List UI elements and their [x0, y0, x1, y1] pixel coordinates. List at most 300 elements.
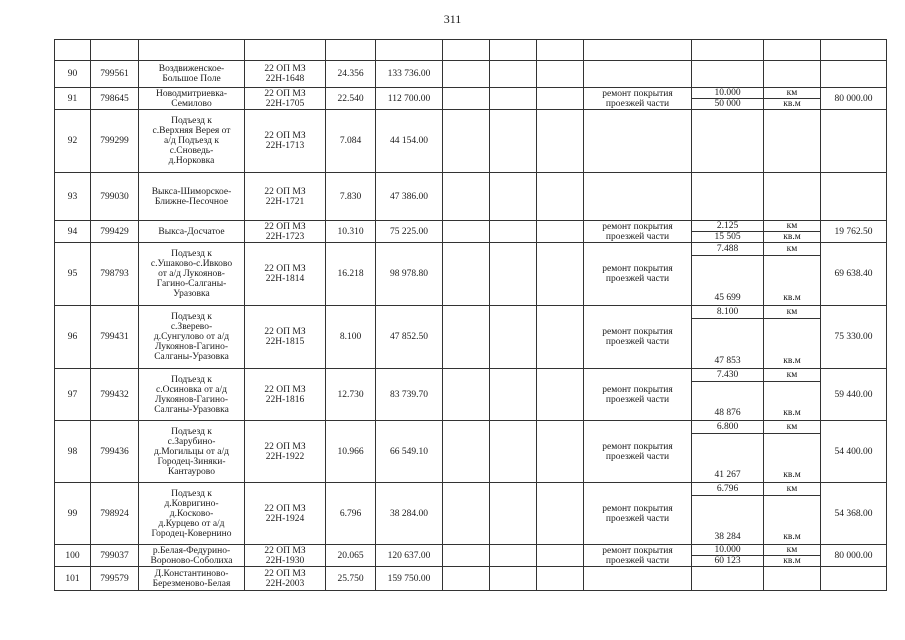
quantity-cell [692, 173, 764, 221]
empty-cell [443, 61, 490, 88]
length-cell: 24.356 [326, 61, 376, 88]
road-id-cell [245, 61, 326, 88]
work-type-cell [584, 243, 692, 306]
unit-cell [764, 243, 821, 306]
quantity-value: 7.430 [716, 370, 739, 380]
road-id-line: 22 ОП МЗ [264, 88, 306, 99]
road-code-cell: 799030 [91, 173, 139, 221]
empty-cell [490, 173, 537, 221]
table-row [55, 243, 887, 306]
road-name-line: с.Сноведь- [169, 146, 214, 156]
length-cell: 6.796 [326, 483, 376, 545]
header-cell [821, 40, 887, 61]
work-type-line: проезжей части [605, 231, 670, 242]
quantity-value: 50 000 [692, 98, 763, 109]
work-type-line: ремонт покрытия [602, 503, 673, 514]
unit-value: кв.м [764, 495, 820, 544]
measure-stack [764, 306, 820, 368]
road-name-line: с.Ушаково-с.Ивково [150, 259, 233, 269]
work-type-line: ремонт покрытия [602, 441, 673, 452]
row-number-cell: 101 [55, 567, 91, 591]
work-type-cell [584, 369, 692, 421]
road-name-line: д.Могильцы от а/д [154, 446, 229, 457]
quantity-value: 41 267 [692, 433, 763, 482]
measure-stack [692, 545, 763, 566]
quantity-cell [692, 483, 764, 545]
empty-cell [490, 306, 537, 369]
empty-cell [537, 483, 584, 545]
empty-cell [537, 306, 584, 369]
road-name-line: Лукоянов-Гагино- [155, 342, 228, 352]
road-name-line: Подъезд к [171, 374, 212, 385]
measure-stack [764, 545, 820, 566]
measure-stack [692, 306, 763, 368]
work-type-line: проезжей части [605, 98, 670, 109]
unit-cell [764, 421, 821, 483]
unit-value: км [786, 307, 798, 317]
road-name-line: д.Сунгулово от а/д [153, 332, 230, 342]
road-name-line: с.Зверево- [170, 322, 213, 332]
road-register-table [54, 39, 887, 591]
header-cell [692, 40, 764, 61]
work-type-cell [584, 545, 692, 567]
work-type-cell [584, 421, 692, 483]
quantity-cell [692, 567, 764, 591]
road-id-cell [245, 243, 326, 306]
empty-cell [490, 61, 537, 88]
unit-value: км [786, 88, 798, 98]
sum-cell [821, 173, 887, 221]
empty-cell [443, 483, 490, 545]
measure-stack [764, 483, 820, 544]
road-id-cell [245, 567, 326, 591]
empty-cell [537, 369, 584, 421]
sum-cell [821, 567, 887, 591]
work-type-cell [584, 88, 692, 110]
table-row [55, 483, 887, 545]
empty-cell [490, 483, 537, 545]
empty-cell [443, 110, 490, 173]
road-name-line: с.Верхняя Верея от [152, 126, 231, 136]
header-cell [91, 40, 139, 61]
road-name-cell [139, 110, 245, 173]
quantity-value: 60 123 [692, 555, 763, 566]
road-id-cell [245, 421, 326, 483]
header-cell [245, 40, 326, 61]
length-cell: 25.750 [326, 567, 376, 591]
work-type-cell [584, 173, 692, 221]
table-row [55, 567, 887, 591]
empty-cell [443, 545, 490, 567]
road-name-line: Подъезд к [171, 426, 212, 437]
empty-cell [537, 221, 584, 243]
measure-stack [692, 421, 763, 482]
row-number-cell: 92 [55, 110, 91, 173]
road-code-cell: 799431 [91, 306, 139, 369]
road-name-line: Воздвиженское- [158, 64, 225, 74]
unit-value: кв.м [764, 231, 820, 242]
unit-value: км [786, 484, 798, 494]
empty-cell [490, 421, 537, 483]
header-cell [764, 40, 821, 61]
road-id-line: 22 ОП МЗ [264, 131, 306, 141]
row-number-cell: 91 [55, 88, 91, 110]
road-name-cell [139, 369, 245, 421]
cost-cell: 159 750.00 [376, 567, 443, 591]
quantity-value: 10.000 [714, 88, 741, 98]
work-type-line: проезжей части [605, 394, 670, 405]
cost-cell: 133 736.00 [376, 61, 443, 88]
road-name-line: Подъезд к [171, 488, 212, 499]
sum-cell [821, 110, 887, 173]
length-cell: 7.830 [326, 173, 376, 221]
road-name-line: Уразовка [173, 289, 210, 299]
road-id-line: 22 ОП МЗ [264, 545, 306, 556]
empty-cell [537, 110, 584, 173]
road-id-cell [245, 88, 326, 110]
unit-cell [764, 173, 821, 221]
quantity-value: 10.000 [714, 545, 741, 555]
unit-value: км [786, 545, 798, 555]
road-id-line: 22Н-1930 [265, 555, 305, 566]
quantity-cell [692, 421, 764, 483]
road-name-line: Березменово-Белая [152, 578, 231, 589]
road-id-line: 22Н-1924 [265, 513, 305, 524]
header-cell [537, 40, 584, 61]
road-name-line: д.Косково- [169, 508, 214, 519]
road-name-line: Д.Константиново- [154, 568, 229, 579]
table-row [55, 545, 887, 567]
road-id-cell [245, 110, 326, 173]
unit-cell [764, 61, 821, 88]
road-name-cell [139, 221, 245, 243]
unit-value: кв.м [764, 381, 820, 420]
road-id-line: 22 ОП МЗ [264, 186, 306, 197]
row-number-cell: 90 [55, 61, 91, 88]
road-name-line: Выкса-Шиморское- [151, 186, 232, 197]
work-type-line: ремонт покрытия [602, 327, 673, 337]
work-type-line: проезжей части [605, 513, 670, 524]
quantity-value: 6.800 [716, 422, 739, 432]
quantity-cell [692, 221, 764, 243]
quantity-cell [692, 369, 764, 421]
road-id-line: 22Н-1815 [265, 337, 305, 347]
unit-cell [764, 567, 821, 591]
empty-cell [443, 173, 490, 221]
quantity-value: 7.488 [716, 244, 739, 254]
road-name-line: Подъезд к [171, 116, 212, 126]
road-name-cell [139, 421, 245, 483]
row-number-cell: 97 [55, 369, 91, 421]
length-cell: 8.100 [326, 306, 376, 369]
road-id-line: 22Н-1721 [265, 196, 305, 207]
unit-value: кв.м [764, 98, 820, 109]
work-type-line: ремонт покрытия [602, 384, 673, 395]
empty-cell [537, 173, 584, 221]
work-type-line: проезжей части [605, 451, 670, 462]
road-name-line: с.Зарубино- [167, 436, 216, 447]
work-type-line: ремонт покрытия [602, 221, 673, 232]
measure-stack [692, 369, 763, 420]
road-name-line: а/д Подъезд к [164, 136, 219, 146]
header-cell [443, 40, 490, 61]
table-row [55, 110, 887, 173]
quantity-value: 45 699 [692, 255, 763, 305]
road-name-line: Подъезд к [171, 249, 212, 259]
empty-cell [443, 421, 490, 483]
cost-cell: 120 637.00 [376, 545, 443, 567]
length-cell: 12.730 [326, 369, 376, 421]
road-code-cell: 799299 [91, 110, 139, 173]
cost-cell: 112 700.00 [376, 88, 443, 110]
road-name-line: Подъезд к [171, 312, 212, 322]
measure-stack [692, 221, 763, 242]
empty-cell [443, 243, 490, 306]
sum-cell: 80 000.00 [821, 545, 887, 567]
measure-stack [692, 243, 763, 305]
road-name-line: Ближне-Песочное [154, 196, 229, 207]
work-type-line: проезжей части [605, 555, 670, 566]
empty-cell [537, 243, 584, 306]
unit-cell [764, 221, 821, 243]
length-cell: 20.065 [326, 545, 376, 567]
sum-cell: 75 330.00 [821, 306, 887, 369]
table-row [55, 88, 887, 110]
table-row [55, 421, 887, 483]
road-name-line: р.Белая-Федурино- [152, 545, 231, 556]
table-row [55, 173, 887, 221]
unit-value: кв.м [764, 433, 820, 482]
header-row [55, 40, 887, 61]
unit-value: км [786, 221, 798, 231]
length-cell: 10.966 [326, 421, 376, 483]
road-name-line: Городец-Зиняки- [157, 456, 226, 467]
road-id-line: 22 ОП МЗ [264, 568, 306, 579]
road-name-line: от а/д Лукоянов- [158, 269, 225, 279]
sum-cell: 54 368.00 [821, 483, 887, 545]
road-name-cell [139, 173, 245, 221]
work-type-cell [584, 483, 692, 545]
empty-cell [537, 88, 584, 110]
unit-cell [764, 369, 821, 421]
road-id-line: 22Н-1713 [265, 141, 305, 151]
empty-cell [443, 221, 490, 243]
row-number-cell: 98 [55, 421, 91, 483]
road-name-line: Выкса-Досчатое [158, 226, 225, 237]
road-code-cell: 799432 [91, 369, 139, 421]
cost-cell: 44 154.00 [376, 110, 443, 173]
measure-stack [764, 421, 820, 482]
table-row [55, 369, 887, 421]
table-row [55, 61, 887, 88]
row-number-cell: 100 [55, 545, 91, 567]
header-cell [490, 40, 537, 61]
road-name-line: Салганы-Уразовка [154, 404, 229, 415]
empty-cell [443, 567, 490, 591]
road-name-line: Семилово [171, 98, 212, 109]
unit-value: км [786, 422, 798, 432]
header-cell [326, 40, 376, 61]
length-cell: 22.540 [326, 88, 376, 110]
road-name-line: Новодмитриевка- [155, 88, 228, 99]
road-name-cell [139, 243, 245, 306]
unit-cell [764, 545, 821, 567]
road-name-line: Салганы-Уразовка [154, 352, 229, 362]
unit-cell [764, 110, 821, 173]
empty-cell [490, 369, 537, 421]
road-id-line: 22Н-1814 [265, 274, 305, 284]
sum-cell [821, 61, 887, 88]
road-id-cell [245, 173, 326, 221]
header-cell [584, 40, 692, 61]
empty-cell [490, 110, 537, 173]
road-id-line: 22Н-1723 [265, 231, 305, 242]
empty-cell [490, 88, 537, 110]
empty-cell [443, 369, 490, 421]
road-name-line: д.Норковка [168, 156, 215, 166]
road-code-cell: 798793 [91, 243, 139, 306]
work-type-line: ремонт покрытия [602, 264, 673, 274]
empty-cell [443, 306, 490, 369]
road-id-line: 22 ОП МЗ [264, 327, 306, 337]
quantity-value: 47 853 [692, 318, 763, 368]
empty-cell [490, 221, 537, 243]
unit-cell [764, 306, 821, 369]
work-type-cell [584, 110, 692, 173]
unit-value: кв.м [764, 255, 820, 305]
work-type-cell [584, 306, 692, 369]
row-number-cell: 95 [55, 243, 91, 306]
road-name-line: Кантаурово [168, 466, 215, 477]
road-id-line: 22 ОП МЗ [264, 221, 306, 232]
road-name-line: д.Курцево от а/д [158, 518, 225, 529]
road-id-line: 22 ОП МЗ [264, 264, 306, 274]
road-id-cell [245, 483, 326, 545]
quantity-value: 48 876 [692, 381, 763, 420]
sum-cell: 59 440.00 [821, 369, 887, 421]
cost-cell: 98 978.80 [376, 243, 443, 306]
road-id-line: 22Н-1922 [265, 451, 305, 462]
road-name-cell [139, 545, 245, 567]
row-number-cell: 94 [55, 221, 91, 243]
quantity-value: 38 284 [692, 495, 763, 544]
header-cell [376, 40, 443, 61]
page-number: 311 [443, 12, 462, 26]
measure-stack [692, 483, 763, 544]
header-cell [139, 40, 245, 61]
row-number-cell: 93 [55, 173, 91, 221]
unit-value: кв.м [764, 555, 820, 566]
header-cell [55, 40, 91, 61]
row-number-cell: 96 [55, 306, 91, 369]
cost-cell: 75 225.00 [376, 221, 443, 243]
road-name-cell [139, 306, 245, 369]
unit-cell [764, 483, 821, 545]
unit-value: км [786, 370, 798, 380]
measure-stack [764, 221, 820, 242]
road-name-cell [139, 483, 245, 545]
road-code-cell: 799429 [91, 221, 139, 243]
road-name-cell [139, 88, 245, 110]
table-row [55, 221, 887, 243]
road-id-line: 22 ОП МЗ [264, 384, 306, 395]
road-id-line: 22Н-2003 [265, 578, 305, 589]
length-cell: 7.084 [326, 110, 376, 173]
cost-cell: 83 739.70 [376, 369, 443, 421]
road-id-line: 22 ОП МЗ [264, 441, 306, 452]
road-code-cell: 799436 [91, 421, 139, 483]
work-type-line: ремонт покрытия [602, 88, 673, 99]
road-id-line: 22 ОП МЗ [264, 64, 306, 74]
empty-cell [490, 545, 537, 567]
road-code-cell: 799579 [91, 567, 139, 591]
table-row [55, 306, 887, 369]
empty-cell [537, 421, 584, 483]
measure-stack [764, 243, 820, 305]
road-id-cell [245, 306, 326, 369]
cost-cell: 38 284.00 [376, 483, 443, 545]
road-code-cell: 798924 [91, 483, 139, 545]
quantity-value: 2.125 [716, 221, 739, 231]
road-name-line: Вороново-Соболиха [150, 555, 233, 566]
road-name-line: Городец-Ковернино [151, 528, 232, 539]
quantity-value: 8.100 [716, 307, 739, 317]
work-type-cell [584, 567, 692, 591]
empty-cell [490, 243, 537, 306]
measure-stack [764, 88, 820, 109]
road-code-cell: 799561 [91, 61, 139, 88]
quantity-cell [692, 88, 764, 110]
road-id-line: 22Н-1816 [265, 394, 305, 405]
road-name-cell [139, 567, 245, 591]
empty-cell [537, 61, 584, 88]
cost-cell: 66 549.10 [376, 421, 443, 483]
length-cell: 16.218 [326, 243, 376, 306]
empty-cell [443, 88, 490, 110]
sum-cell: 69 638.40 [821, 243, 887, 306]
road-name-line: Большое Поле [162, 74, 221, 84]
road-id-cell [245, 369, 326, 421]
work-type-line: проезжей части [605, 337, 670, 347]
length-cell: 10.310 [326, 221, 376, 243]
sum-cell: 54 400.00 [821, 421, 887, 483]
row-number-cell: 99 [55, 483, 91, 545]
measure-stack [692, 88, 763, 109]
quantity-cell [692, 243, 764, 306]
road-id-cell [245, 221, 326, 243]
empty-cell [490, 567, 537, 591]
unit-value: км [786, 244, 798, 254]
road-name-line: Гагино-Салганы- [156, 279, 227, 289]
quantity-value: 6.796 [716, 484, 739, 494]
sum-cell: 19 762.50 [821, 221, 887, 243]
road-id-line: 22Н-1648 [265, 74, 305, 84]
unit-cell [764, 88, 821, 110]
measure-stack [764, 369, 820, 420]
road-code-cell: 798645 [91, 88, 139, 110]
quantity-cell [692, 545, 764, 567]
road-id-line: 22Н-1705 [265, 98, 305, 109]
road-name-cell [139, 61, 245, 88]
quantity-cell [692, 306, 764, 369]
quantity-cell [692, 61, 764, 88]
work-type-cell [584, 61, 692, 88]
unit-value: кв.м [764, 318, 820, 368]
work-type-line: ремонт покрытия [602, 545, 673, 556]
road-name-line: д.Ковригино- [164, 498, 219, 509]
quantity-cell [692, 110, 764, 173]
empty-cell [537, 567, 584, 591]
